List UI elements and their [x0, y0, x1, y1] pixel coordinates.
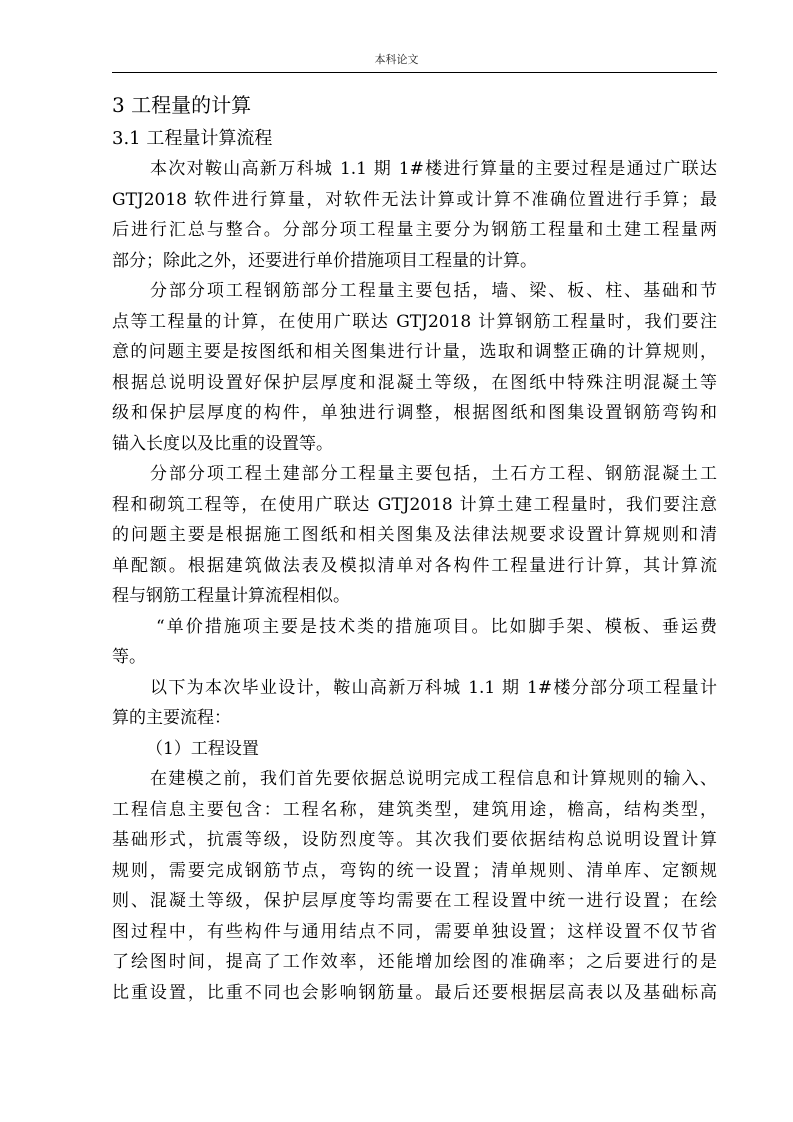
- text-line: 了绘图时间，提高了工作效率，还能增加绘图的准确率；之后要进行的是: [112, 952, 717, 972]
- text-line: 比重设置，比重不同也会影响钢筋量。最后还要根据层高表以及基础标高: [112, 982, 717, 1003]
- list-item-project-settings: （1）工程设置: [146, 738, 259, 759]
- text-line: 规则，需要完成钢筋节点，弯钩的统一设置；清单规则、清单库、定额规: [112, 860, 717, 881]
- text-line: 则、混凝土等级，保护层厚度等均需要在工程设置中统一进行设置；在绘: [112, 891, 717, 911]
- text-line: 工程信息主要包含：工程名称，建筑类型，建筑用途，檐高，结构类型，: [112, 799, 717, 820]
- paragraph-2: [112, 276, 717, 459]
- text-line: 点等工程量的计算，在使用广联达 GTJ2018 计算钢筋工程量时，我们要注: [112, 311, 717, 332]
- text-line: 意的问题主要是按图纸和相关图集进行计量，选取和调整正确的计算规则，: [112, 342, 717, 362]
- text-line: 级和保护层厚度的构件，单独进行调整，根据图纸和图集设置钢筋弯钩和: [112, 403, 717, 423]
- text-line: 分部分项工程钢筋部分工程量主要包括，墙、梁、板、柱、基础和节: [150, 281, 717, 301]
- text-line: 等。: [112, 647, 146, 667]
- text-line: 图过程中，有些构件与通用结点不同，需要单独设置；这样设置不仅节省: [112, 921, 717, 942]
- section-heading: 3 工程量的计算: [112, 93, 252, 117]
- text-line: 以下为本次毕业设计，鞍山高新万科城 1.1 期 1#楼分部分项工程量计: [150, 677, 717, 698]
- paragraph-4: [112, 612, 717, 673]
- text-line: 根据总说明设置好保护层厚度和混凝土等级，在图纸中特殊注明混凝土等: [112, 372, 717, 393]
- text-line: 基础形式，抗震等级，设防烈度等。其次我们要依据结构总说明设置计算: [112, 830, 717, 850]
- text-line: 本次对鞍山高新万科城 1.1 期 1#楼进行算量的主要过程是通过广联达: [150, 159, 717, 179]
- paragraph-6: [112, 764, 717, 1008]
- text-line: “单价措施项主要是技术类的措施项目。比如脚手架、模板、垂运费: [156, 616, 717, 637]
- subsection-heading: 3.1 工程量计算流程: [112, 128, 273, 149]
- header-rule: [112, 72, 717, 73]
- text-line: 的问题主要是根据施工图纸和相关图集及法律法规要求设置计算规则和清: [112, 525, 717, 545]
- text-line: 锚入长度以及比重的设置等。: [112, 433, 333, 454]
- text-line: 后进行汇总与整合。分部分项工程量主要分为钢筋工程量和土建工程量两: [112, 220, 717, 240]
- text-line: 单配额。根据建筑做法表及模拟清单对各构件工程量进行计算，其计算流: [112, 555, 717, 576]
- text-line: 在建模之前，我们首先要依据总说明完成工程信息和计算规则的输入、: [150, 769, 717, 789]
- text-line: 算的主要流程：: [112, 708, 231, 728]
- text-line: 程和砌筑工程等，在使用广联达 GTJ2018 计算土建工程量时，我们要注意: [112, 494, 717, 515]
- text-line: GTJ2018 软件进行算量，对软件无法计算或计算不准确位置进行手算；最: [112, 189, 717, 210]
- page-body: [112, 90, 717, 1008]
- text-line: 程与钢筋工程量计算流程相似。: [112, 586, 350, 606]
- paragraph-1: [112, 154, 717, 276]
- running-header: 本科论文: [374, 53, 419, 66]
- text-line: 部分；除此之外，还要进行单价措施项目工程量的计算。: [112, 250, 537, 271]
- paragraph-5: [112, 673, 717, 734]
- paragraph-3: [112, 459, 717, 612]
- text-line: 分部分项工程土建部分工程量主要包括，土石方工程、钢筋混凝土工: [150, 464, 717, 484]
